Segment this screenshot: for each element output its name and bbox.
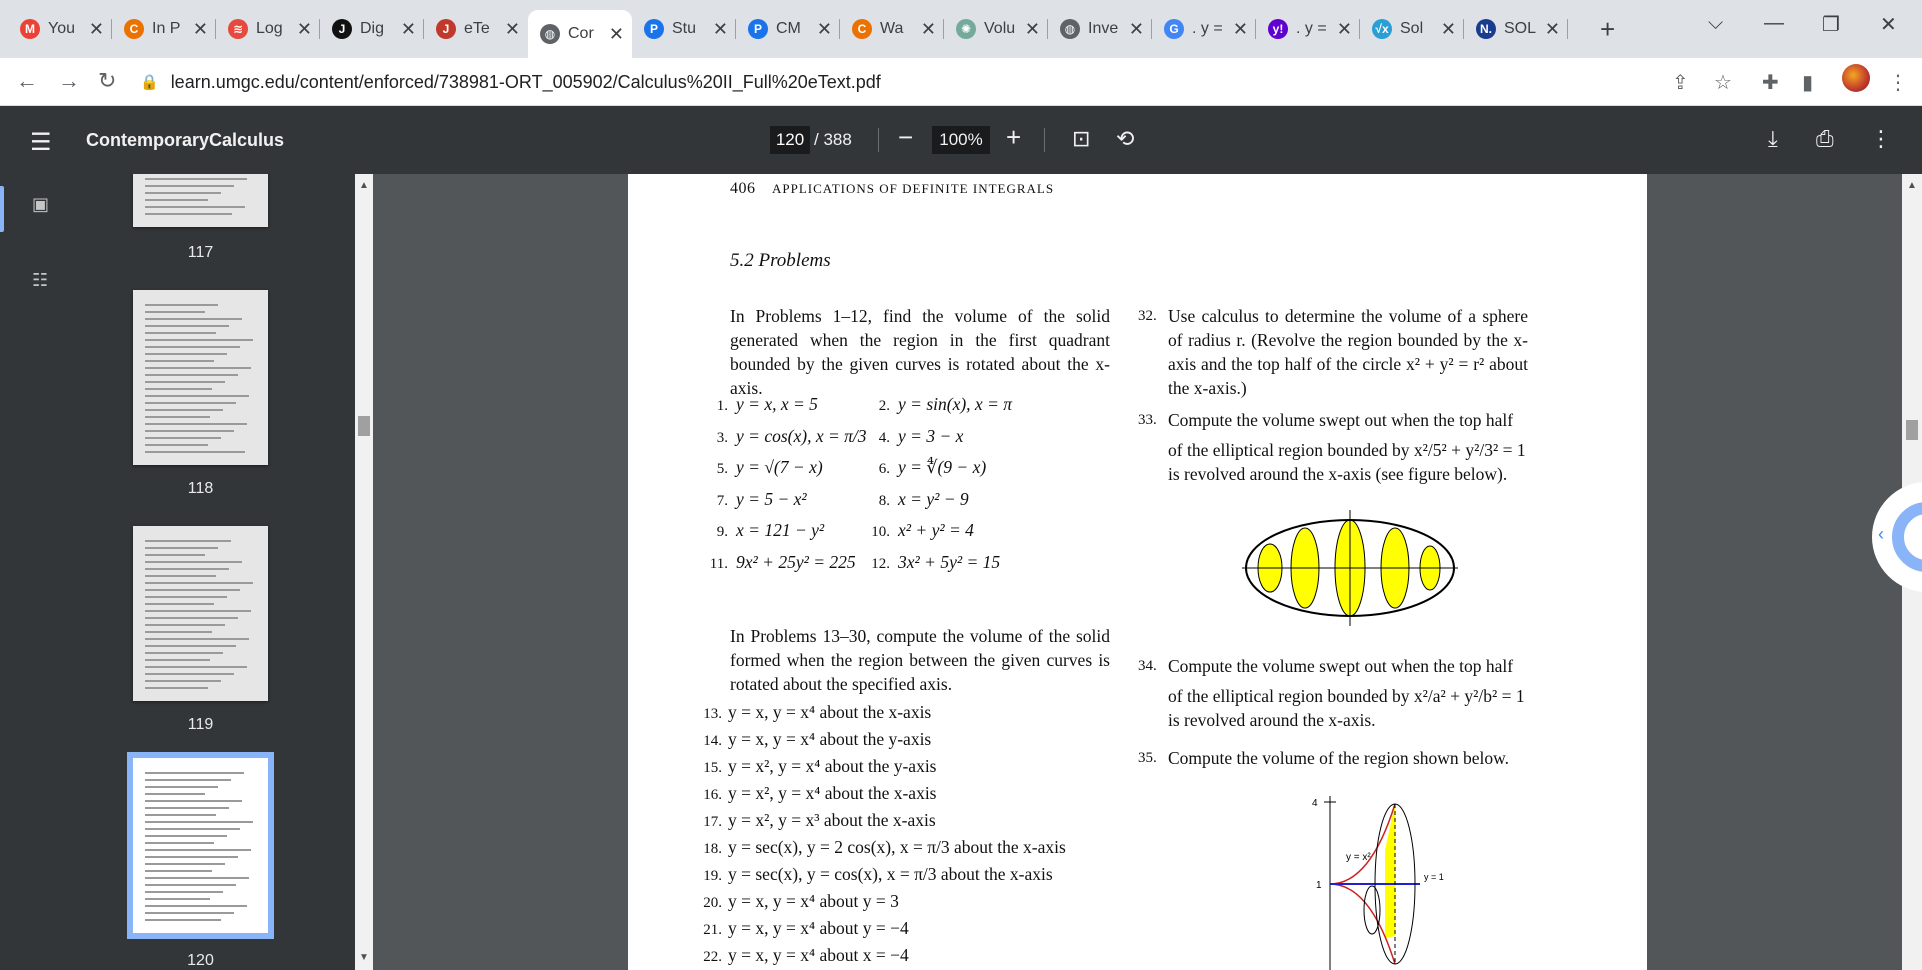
problem-text: y = ∜(9 − x) [898, 457, 987, 477]
outline-icon[interactable]: ☷ [32, 270, 49, 290]
thumbnail-text-line [145, 547, 218, 549]
problem-number: 21. [703, 922, 722, 938]
profile-avatar[interactable] [1842, 64, 1870, 92]
zoom-input[interactable]: 100% [932, 126, 990, 154]
close-tab-icon[interactable]: ✕ [296, 18, 312, 39]
thumbnail-text-line [145, 828, 240, 830]
tab-title: . y = [1296, 20, 1327, 37]
thumbnail-text-line [145, 206, 245, 208]
lock-icon: 🔒 [140, 74, 159, 91]
side-panel-icon[interactable]: ▮ [1802, 72, 1814, 94]
problem-item [700, 862, 1053, 888]
share-icon[interactable]: ⇪ [1672, 72, 1689, 94]
close-tab-icon[interactable]: ✕ [1336, 18, 1352, 39]
thumbnails-icon[interactable]: ▣ [32, 194, 50, 214]
problem-text: y = sec(x), y = cos(x), x = π/3 about the x-axis [728, 864, 1053, 884]
problem-number: 20. [703, 895, 722, 911]
problem-item [700, 781, 937, 807]
thumbnail-text-line [145, 178, 247, 180]
tab-10[interactable] [944, 10, 1048, 48]
thumbnail-text-line [145, 409, 223, 411]
problem-text: Compute the volume swept out when the top half [1168, 656, 1514, 676]
scroll-thumb[interactable] [358, 416, 370, 436]
problem-32 [1138, 304, 1528, 400]
tab-13[interactable] [1256, 10, 1360, 48]
zoom-in-button[interactable]: + [1006, 122, 1022, 152]
problem-text: y = x, y = x⁴ about y = −4 [728, 918, 909, 938]
globe-icon: ◍ [1060, 19, 1080, 39]
close-tab-icon[interactable]: ✕ [88, 18, 104, 39]
thumbnail-text-line [145, 185, 234, 187]
more-options-icon[interactable]: ⋮ [1870, 126, 1892, 151]
thumbnail-text-line [145, 388, 212, 390]
thumbnail-text-line [145, 638, 249, 640]
thumbnail-label: 118 [187, 480, 214, 497]
page-thumbnail[interactable] [133, 526, 268, 701]
browser-toolbar [0, 58, 1922, 106]
sidebar-scrollbar[interactable] [355, 174, 373, 970]
problem-text: 9x² + 25y² = 225 [736, 551, 856, 572]
close-tab-icon[interactable]: ✕ [1232, 18, 1248, 39]
inner-ellipse [1364, 886, 1380, 934]
thumbnail-text-line [145, 575, 216, 577]
problem-text: y = √(7 − x) [736, 457, 823, 477]
tab-14[interactable] [1360, 10, 1464, 48]
problem-text: of the elliptical region bounded by x²/5² + y²/3² = 1 [1168, 440, 1526, 460]
thumbnail-text-line [145, 353, 227, 355]
problem-number: 15. [703, 760, 722, 776]
tab-title: Sol [1400, 20, 1424, 37]
problem-text: y = x², y = x³ about the x-axis [728, 810, 936, 830]
scroll-up-icon[interactable]: ▲ [1907, 180, 1917, 191]
chrome-menu-icon[interactable]: ⋮ [1888, 72, 1908, 94]
tab-1[interactable] [8, 10, 112, 48]
problem-item [706, 392, 818, 418]
problem-text: y = sin(x), x = π [898, 394, 1013, 414]
thumbnail-text-line [145, 849, 251, 851]
problem-number: 32. [1138, 308, 1157, 324]
y-tick-label: 1 [1316, 880, 1322, 891]
thumbnail-label: 117 [187, 244, 214, 261]
chevron-left-icon: ‹ [1878, 524, 1884, 544]
thumbnail-text-line [145, 645, 236, 647]
tab-9[interactable] [840, 10, 944, 48]
page-thumbnail[interactable] [133, 174, 268, 227]
problem-text: Use calculus to determine the volume of a sphere of radius r. (Revolve the region bounded by the x-axis and the top half of the circle x² + y² = r² about the x-axis.) [1168, 306, 1528, 398]
tab-title: Log [256, 20, 283, 37]
tab-separator [1567, 19, 1568, 39]
tab-strip [0, 0, 1922, 58]
thumbnail-text-line [145, 554, 205, 556]
problem-item [700, 889, 899, 915]
problem-item [700, 727, 931, 753]
yahoo-icon: y! [1268, 19, 1288, 39]
tab-title: eTe [464, 20, 490, 37]
thumbnail-sidebar [0, 174, 355, 970]
problem-item [706, 550, 856, 576]
problem-item [706, 424, 867, 450]
line-label: y = 1 [1424, 872, 1444, 882]
thumbnail-text-line [145, 772, 244, 774]
fit-page-icon[interactable]: ⊡ [1072, 126, 1091, 151]
thumbnail-text-line [145, 905, 247, 907]
problem-number: 1. [716, 398, 728, 414]
thumbnail-text-line [145, 430, 234, 432]
problem-number: 35. [1138, 750, 1157, 766]
thumbnail-text-line [145, 877, 249, 879]
problem-number: 12. [871, 555, 890, 572]
thumbnail-label: 120 [187, 952, 214, 969]
problem-text: y = x, y = x⁴ about the x-axis [728, 702, 932, 722]
new-tab-button[interactable]: + [1600, 14, 1616, 44]
thumbnail-text-line [145, 582, 253, 584]
minimize-button[interactable]: — [1764, 12, 1784, 34]
running-head [730, 180, 1054, 198]
curve-label: y = x² [1346, 852, 1371, 863]
rotate-icon[interactable]: ⟲ [1116, 126, 1135, 151]
bookmark-star-icon[interactable]: ☆ [1714, 72, 1732, 94]
problem-text: y = sec(x), y = 2 cos(x), x = π/3 about the x-axis [728, 837, 1066, 857]
thumbnail-text-line [145, 835, 227, 837]
thumbnail-text-line [145, 631, 212, 633]
problem-number: 33. [1138, 412, 1157, 428]
problem-33 [1138, 408, 1538, 486]
problem-35 [1138, 746, 1538, 770]
problem-number: 16. [703, 787, 722, 803]
problem-item [700, 835, 1066, 861]
tab-title: Inve [1088, 20, 1119, 37]
thumbnail-text-line [145, 596, 227, 598]
close-tab-icon[interactable]: ✕ [608, 23, 624, 44]
problem-text: y = x, x = 5 [736, 394, 818, 414]
globe-icon: ◍ [540, 24, 560, 44]
tab-title: Stu [672, 20, 697, 37]
close-tab-icon[interactable]: ✕ [712, 18, 728, 39]
thumbnail-text-line [145, 624, 225, 626]
tab-title: . y = [1192, 20, 1223, 37]
tab-title: Cor [568, 25, 594, 42]
thumbnail-text-line [145, 304, 218, 306]
tab-3[interactable] [216, 10, 320, 48]
thumbnail-text-line [145, 540, 231, 542]
tab-12[interactable] [1152, 10, 1256, 48]
problem-item [868, 392, 1012, 418]
thumbnail-text-line [145, 687, 208, 689]
divider [1044, 128, 1045, 152]
problem-number: 6. [878, 461, 890, 477]
thumbnail-text-line [145, 423, 247, 425]
thumbnail-text-line [145, 884, 236, 886]
pearson-icon: P [644, 19, 664, 39]
close-tab-icon[interactable]: ✕ [1128, 18, 1144, 39]
tab-4[interactable] [320, 10, 424, 48]
thumbnail-text-line [145, 589, 240, 591]
page-number: 406 [730, 180, 756, 197]
problem-text: y = x², y = x⁴ about the x-axis [728, 783, 937, 803]
scroll-thumb[interactable] [1906, 420, 1918, 440]
problem-text: y = 3 − x [898, 425, 964, 446]
problem-item [700, 700, 931, 726]
brand-icon: J [436, 19, 456, 39]
close-tab-icon[interactable]: ✕ [1024, 18, 1040, 39]
problem-item [706, 455, 823, 481]
problem-number: 17. [703, 814, 722, 830]
tab-title: CM [776, 20, 801, 37]
thumbnail-text-line [145, 318, 242, 320]
document-title: ContemporaryCalculus [86, 130, 285, 150]
tab-title: Dig [360, 20, 385, 37]
stack-icon: ≋ [228, 19, 248, 39]
thumbnail-text-line [145, 213, 232, 215]
extensions-icon[interactable]: ✚ [1762, 72, 1779, 94]
thumbnail-text-line [145, 800, 242, 802]
thumbnail-text-line [145, 680, 221, 682]
thumbnail-text-line [145, 842, 214, 844]
problem-item [868, 424, 963, 450]
tab-8[interactable] [736, 10, 840, 48]
menu-icon[interactable]: ☰ [30, 129, 52, 156]
page-total: / 388 [814, 130, 852, 149]
close-window-button[interactable]: ✕ [1880, 14, 1897, 36]
thumbnail-text-line [145, 807, 229, 809]
google-icon: G [1164, 19, 1184, 39]
problem-item [706, 487, 807, 513]
thumbnail-text-line [145, 311, 205, 313]
thumbnail-text-line [145, 199, 208, 201]
thumbnail-text-line [145, 617, 238, 619]
page-number-input[interactable]: 120 [770, 126, 810, 154]
scroll-down-icon[interactable]: ▼ [359, 952, 369, 963]
problem-item [706, 518, 824, 544]
tab-title: SOL [1504, 20, 1537, 37]
intro-paragraph-1: In Problems 1–12, find the volume of the solid generated when the region in the first quadrant bounded by the given curves is rotated about the x-axis. [730, 306, 1110, 398]
problem-item [700, 943, 909, 969]
problem-item [700, 808, 936, 834]
problem-number: 18. [703, 841, 722, 857]
page-thumbnail[interactable] [133, 290, 268, 465]
chegg-icon: C [124, 19, 144, 39]
address-bar[interactable] [140, 64, 1740, 100]
problem-text: is revolved around the x-axis. [1168, 710, 1376, 730]
scroll-up-icon[interactable]: ▲ [359, 180, 369, 191]
tab-15[interactable] [1464, 10, 1568, 48]
close-tab-icon[interactable]: ✕ [504, 18, 520, 39]
thumbnail-text-line [145, 603, 214, 605]
close-tab-icon[interactable]: ✕ [400, 18, 416, 39]
pdf-page [628, 174, 1647, 970]
problem-34 [1138, 654, 1538, 732]
region-figure [1290, 788, 1490, 970]
chegg-icon: C [852, 19, 872, 39]
tab-11[interactable] [1048, 10, 1152, 48]
section-title: 5.2 Problems [730, 250, 831, 271]
problem-text: Compute the volume swept out when the top half [1168, 410, 1514, 430]
page-thumbnail-selected[interactable] [133, 758, 268, 933]
thumbnail-text-line [145, 610, 251, 612]
problem-text: y = cos(x), x = π/3 [736, 425, 867, 446]
thumbnail-text-line [145, 891, 223, 893]
problem-number: 22. [703, 949, 722, 965]
thumbnail-text-line [145, 666, 247, 668]
back-icon[interactable]: ← [16, 68, 38, 93]
brand-icon: N. [1476, 19, 1496, 39]
problem-item [700, 916, 909, 942]
ellipse-figure [1240, 508, 1460, 628]
thumbnail-text-line [145, 786, 218, 788]
thumbnail-text-line [145, 381, 225, 383]
thumbnail-text-line [145, 856, 238, 858]
problem-number: 13. [703, 706, 722, 722]
tab-6[interactable] [528, 10, 632, 58]
tab-title: In P [152, 20, 181, 37]
problem-text: x = y² − 9 [898, 488, 969, 509]
thumbnail-text-line [145, 360, 214, 362]
problem-item [700, 754, 937, 780]
floating-side-button[interactable] [1872, 482, 1922, 592]
problem-number: 9. [716, 524, 728, 540]
thumbnail-text-line [145, 793, 205, 795]
thumbnail-text-line [145, 673, 234, 675]
problem-number: 8. [878, 492, 890, 509]
problem-text: y = x, y = x⁴ about y = 3 [728, 891, 899, 911]
tab-search-icon[interactable]: ⌵ [1708, 12, 1724, 34]
thumbnail-text-line [145, 416, 210, 418]
problem-item [868, 550, 1000, 576]
problem-number: 4. [878, 429, 890, 446]
problem-number: 10. [871, 524, 890, 540]
problem-text: y = x², y = x⁴ about the y-axis [728, 756, 937, 776]
download-icon[interactable]: ⤓ [1768, 126, 1778, 151]
problem-number: 5. [716, 461, 728, 477]
problem-text: y = x, y = x⁴ about x = −4 [728, 945, 909, 965]
thumbnail-text-line [145, 402, 236, 404]
close-tab-icon[interactable]: ✕ [816, 18, 832, 39]
problem-text: of the elliptical region bounded by x²/a² + y²/b² = 1 [1168, 686, 1525, 706]
problem-text: x² + y² = 4 [898, 520, 974, 540]
thumbnail-text-line [145, 821, 253, 823]
active-indicator [0, 186, 4, 232]
problem-number: 7. [716, 492, 728, 509]
tab-2[interactable] [112, 10, 216, 48]
problem-item [868, 455, 986, 481]
problem-text: y = 5 − x² [736, 488, 807, 509]
problem-text: 3x² + 5y² = 15 [898, 551, 1001, 572]
url-text[interactable]: learn.umgc.edu/content/enforced/738981-ORT_005902/Calculus%20II_Full%20eText.pdf [170, 71, 881, 92]
problem-number: 34. [1138, 658, 1157, 674]
problem-text: y = x, y = x⁴ about the y-axis [728, 729, 932, 749]
close-tab-icon[interactable]: ✕ [192, 18, 208, 39]
openai-icon: ✺ [956, 19, 976, 39]
problem-number: 3. [716, 429, 728, 446]
tab-title: You [48, 20, 75, 37]
pearson-icon: P [748, 19, 768, 39]
chapter-title: APPLICATIONS OF DEFINITE INTEGRALS [772, 181, 1055, 196]
thumbnail-text-line [145, 346, 240, 348]
ring-icon [1892, 502, 1922, 572]
problem-number: 11. [709, 555, 728, 572]
thumbnail-text-line [145, 568, 229, 570]
thumbnail-text-line [145, 451, 245, 453]
forward-icon[interactable]: → [58, 68, 80, 93]
reload-icon[interactable]: ↻ [98, 68, 117, 93]
thumbnail-text-line [145, 339, 253, 341]
thumbnail-text-line [145, 437, 221, 439]
tab-7[interactable] [632, 10, 736, 48]
thumbnail-text-line [145, 395, 249, 397]
tab-5[interactable] [424, 10, 528, 48]
problem-text: is revolved around the x-axis (see figure below). [1168, 464, 1508, 484]
thumbnail-text-line [145, 652, 223, 654]
problem-item [868, 487, 969, 513]
thumbnail-text-line [145, 444, 208, 446]
thumbnail-text-line [145, 912, 234, 914]
thumbnail-text-line [145, 561, 242, 563]
tab-title: Volu [984, 20, 1016, 37]
close-tab-icon[interactable]: ✕ [920, 18, 936, 39]
thumbnail-text-line [145, 374, 238, 376]
intro-paragraph-2: In Problems 13–30, compute the volume of the solid formed when the region between the given curves is rotated about the specified axis. [730, 626, 1110, 694]
pdf-toolbar [0, 106, 1922, 174]
thumbnail-text-line [145, 870, 212, 872]
thumbnail-text-line [145, 863, 225, 865]
problem-number: 19. [703, 868, 722, 884]
gmail-icon: M [20, 19, 40, 39]
maximize-button[interactable]: ❐ [1822, 14, 1840, 36]
thumbnail-label: 119 [187, 716, 214, 733]
tab-title: Wa [880, 20, 904, 37]
problem-item [868, 518, 974, 544]
problem-number: 14. [703, 733, 722, 749]
thumbnail-text-line [145, 919, 221, 921]
thumbnail-text-line [145, 325, 229, 327]
thumbnail-text-line [145, 779, 231, 781]
divider [878, 128, 879, 152]
close-tab-icon[interactable]: ✕ [1440, 18, 1456, 39]
shaded-region [1385, 804, 1395, 938]
print-icon[interactable]: ⎙ [1816, 126, 1834, 151]
symbolab-icon: √x [1372, 19, 1392, 39]
problem-text: Compute the volume of the region shown below. [1168, 748, 1510, 768]
brand-icon: J [332, 19, 352, 39]
thumbnail-text-line [145, 898, 210, 900]
close-tab-icon[interactable]: ✕ [1544, 18, 1560, 39]
y-tick-label: 4 [1312, 798, 1318, 809]
problem-number: 2. [878, 398, 890, 414]
thumbnail-text-line [145, 332, 216, 334]
thumbnail-text-line [145, 659, 210, 661]
thumbnail-text-line [145, 814, 216, 816]
thumbnail-text-line [145, 192, 221, 194]
zoom-out-button[interactable]: − [898, 122, 914, 152]
thumbnail-text-line [145, 367, 251, 369]
problem-text: x = 121 − y² [736, 520, 825, 540]
